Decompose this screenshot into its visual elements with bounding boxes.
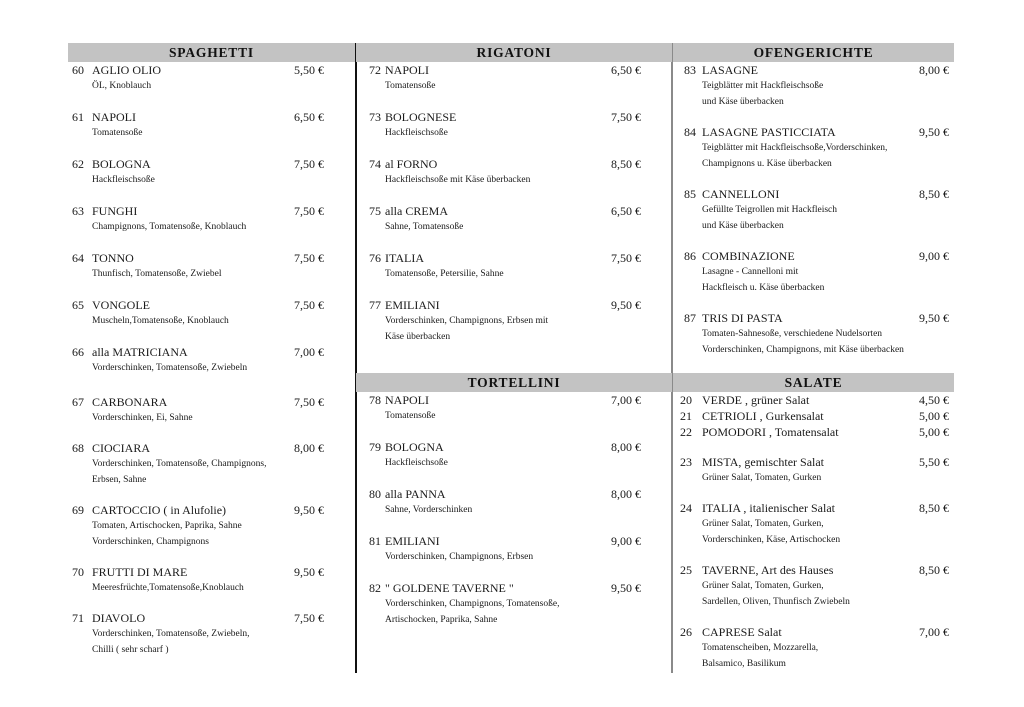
menu-item-title-row: [673, 248, 954, 264]
menu-item-title-row: [68, 156, 355, 172]
menu-item: [673, 408, 954, 424]
menu-item: [356, 62, 672, 94]
item-description: Muscheln,Tomatensoße, Knoblauch: [92, 316, 229, 326]
menu-item: [356, 203, 672, 235]
item-price: 9,00 €: [611, 534, 641, 548]
section-header-spaghetti: SPAGHETTI: [68, 43, 355, 62]
item-number: 75: [369, 204, 381, 218]
item-price: 6,50 €: [611, 204, 641, 218]
menu-item-title-row: [356, 156, 672, 172]
item-name: alla CREMA: [385, 204, 448, 218]
item-number: 69: [72, 503, 84, 517]
item-description: Tomatensoße: [92, 128, 143, 138]
menu-item-title-row: [356, 62, 672, 78]
item-price: 8,00 €: [294, 441, 324, 455]
item-number: 74: [369, 157, 381, 171]
menu-item: [673, 248, 954, 296]
item-number: 76: [369, 251, 381, 265]
menu-item-title-row: [673, 186, 954, 202]
item-number: 83: [684, 63, 696, 77]
menu-item-title-row: [356, 580, 672, 596]
item-description: Vorderschinken, Tomatensoße, Champignons,: [92, 459, 267, 469]
item-name: NAPOLI: [92, 110, 136, 124]
menu-item: [356, 250, 672, 282]
item-number: 26: [680, 625, 692, 639]
item-price: 5,00 €: [919, 409, 949, 423]
column-spaghetti: [68, 43, 355, 658]
item-description: Erbsen, Sahne: [92, 475, 147, 485]
menu-item-title-row: [68, 62, 355, 78]
item-number: 78: [369, 393, 381, 407]
item-number: 79: [369, 440, 381, 454]
item-number: 62: [72, 157, 84, 171]
menu-item: [356, 156, 672, 188]
menu-item-title-row: [68, 394, 355, 410]
item-name: " GOLDENE TAVERNE ": [385, 581, 514, 595]
item-description: Tomatensoße, Petersilie, Sahne: [385, 269, 504, 279]
item-name: LASAGNE: [702, 63, 758, 77]
item-name: BOLOGNESE: [385, 110, 457, 124]
item-name: ITALIA: [385, 251, 425, 265]
item-description: Vorderschinken, Käse, Artischocken: [702, 535, 841, 545]
menu-item-title-row: [673, 500, 954, 516]
item-number: 22: [680, 425, 692, 439]
item-description: Tomaten, Artischocken, Paprika, Sahne: [92, 521, 242, 531]
menu-item: [673, 392, 954, 408]
menu-item: [68, 440, 355, 488]
item-name: CARBONARA: [92, 395, 168, 409]
item-name: BOLOGNA: [385, 440, 444, 454]
item-number: 86: [684, 249, 696, 263]
item-price: 5,00 €: [919, 425, 949, 439]
item-description: Tomatensoße: [385, 81, 436, 91]
item-description: Vorderschinken, Champignons, Erbsen mit: [385, 316, 549, 326]
section-header-tortellini: TORTELLINI: [356, 373, 672, 392]
item-price: 9,50 €: [611, 298, 641, 312]
section-header-salate: SALATE: [673, 373, 954, 392]
item-description: Thunfisch, Tomatensoße, Zwiebel: [92, 269, 222, 279]
item-price: 9,50 €: [919, 311, 949, 325]
item-price: 9,50 €: [919, 125, 949, 139]
item-description: Sahne, Tomatensoße: [385, 222, 464, 232]
item-number: 68: [72, 441, 84, 455]
item-name: ITALIA , italienischer Salat: [702, 501, 835, 515]
item-number: 21: [680, 409, 692, 423]
item-number: 82: [369, 581, 381, 595]
item-description: Champignons, Tomatensoße, Knoblauch: [92, 222, 247, 232]
item-description: Chilli ( sehr scharf ): [92, 645, 169, 655]
item-description: Hackfleischsoße mit Käse überbacken: [385, 175, 531, 185]
item-name: al FORNO: [385, 157, 438, 171]
item-name: FRUTTI DI MARE: [92, 565, 188, 579]
menu-item-title-row: [68, 502, 355, 518]
item-number: 61: [72, 110, 84, 124]
menu-item-title-row: [356, 250, 672, 266]
menu-item-title-row: [68, 564, 355, 580]
item-description: Vorderschinken, Champignons: [92, 537, 209, 547]
menu-item: [673, 310, 954, 358]
menu-item: [68, 344, 355, 376]
menu-item-title-row: [356, 486, 672, 502]
menu-item: [68, 564, 355, 596]
item-description: Hackfleischsoße: [92, 175, 155, 185]
menu-item: [673, 424, 954, 440]
menu-item-title-row: [673, 408, 954, 424]
item-number: 81: [369, 534, 381, 548]
menu-item: [68, 502, 355, 550]
item-number: 87: [684, 311, 696, 325]
item-name: CARTOCCIO ( in Alufolie): [92, 503, 227, 517]
menu-item-title-row: [356, 203, 672, 219]
menu-item-title-row: [673, 310, 954, 326]
menu-item-title-row: [673, 454, 954, 470]
menu-item: [68, 62, 355, 94]
item-description: Vorderschinken, Tomatensoße, Zwiebeln,: [92, 629, 250, 639]
menu-item: [68, 156, 355, 188]
item-name: CANNELLONI: [702, 187, 780, 201]
item-number: 84: [684, 125, 696, 139]
menu-item-title-row: [68, 440, 355, 456]
menu-item-title-row: [673, 62, 954, 78]
menu-item: [356, 580, 672, 628]
item-price: 8,50 €: [611, 157, 641, 171]
item-description: Lasagne - Cannelloni mit: [702, 267, 799, 277]
item-price: 5,50 €: [294, 63, 324, 77]
item-name: NAPOLI: [385, 63, 429, 77]
menu-item-title-row: [356, 533, 672, 549]
item-name: CIOCIARA: [92, 441, 151, 455]
item-price: 8,50 €: [919, 563, 949, 577]
menu-item: [68, 203, 355, 235]
item-description: Champignons u. Käse überbacken: [702, 159, 832, 169]
item-price: 6,50 €: [611, 63, 641, 77]
item-number: 77: [369, 298, 381, 312]
menu-item: [356, 533, 672, 565]
item-name: EMILIANI: [385, 298, 440, 312]
item-description: Hackfleischsoße: [385, 458, 448, 468]
menu-list-tortellini: [356, 392, 672, 628]
menu-item: [673, 624, 954, 672]
menu-item-title-row: [356, 392, 672, 408]
item-price: 8,50 €: [919, 501, 949, 515]
item-price: 7,00 €: [611, 393, 641, 407]
menu-item-title-row: [673, 124, 954, 140]
item-description: ÖL, Knoblauch: [92, 81, 152, 91]
item-name: COMBINAZIONE: [702, 249, 795, 263]
menu-item-title-row: [673, 392, 954, 408]
menu-item-title-row: [68, 250, 355, 266]
item-description: Grüner Salat, Tomaten, Gurken,: [702, 581, 824, 591]
item-description: Käse überbacken: [385, 332, 451, 342]
menu-item: [356, 439, 672, 471]
item-price: 8,00 €: [611, 440, 641, 454]
item-price: 6,50 €: [294, 110, 324, 124]
section-header-rigatoni: RIGATONI: [356, 43, 672, 62]
menu-item: [356, 109, 672, 141]
item-name: TONNO: [92, 251, 134, 265]
item-name: VONGOLE: [92, 298, 150, 312]
menu-item-title-row: [673, 424, 954, 440]
menu-item: [673, 62, 954, 110]
item-name: MISTA, gemischter Salat: [702, 455, 825, 469]
menu-item: [356, 486, 672, 518]
item-number: 20: [680, 393, 692, 407]
item-price: 7,50 €: [294, 298, 324, 312]
menu-item: [673, 500, 954, 548]
item-description: Vorderschinken, Tomatensoße, Zwiebeln: [92, 363, 248, 373]
item-number: 24: [680, 501, 692, 515]
item-price: 7,50 €: [611, 110, 641, 124]
item-description: Meeresfrüchte,Tomatensoße,Knoblauch: [92, 583, 244, 593]
item-price: 9,00 €: [919, 249, 949, 263]
menu-item-title-row: [68, 610, 355, 626]
item-price: 7,50 €: [294, 395, 324, 409]
menu-item-title-row: [356, 297, 672, 313]
section-header-ofengerichte: OFENGERICHTE: [673, 43, 954, 62]
menu-item: [68, 297, 355, 329]
item-description: Artischocken, Paprika, Sahne: [385, 615, 498, 625]
item-number: 71: [72, 611, 84, 625]
item-price: 9,50 €: [611, 581, 641, 595]
item-price: 7,50 €: [294, 611, 324, 625]
menu-item: [673, 562, 954, 610]
item-name: TAVERNE, Art des Hauses: [702, 563, 834, 577]
item-number: 60: [72, 63, 84, 77]
column-rigatoni-tortellini: [356, 43, 672, 625]
item-name: POMODORI , Tomatensalat: [702, 425, 839, 439]
menu-item: [68, 109, 355, 141]
item-number: 65: [72, 298, 84, 312]
item-price: 7,50 €: [611, 251, 641, 265]
item-number: 67: [72, 395, 84, 409]
menu-list-ofengerichte: [673, 62, 954, 358]
item-description: Vorderschinken, Champignons, mit Käse überbacken: [702, 345, 904, 355]
item-description: Vorderschinken, Champignons, Tomatensoße,: [385, 599, 560, 609]
item-description: Balsamico, Basilikum: [702, 659, 786, 669]
menu-item-title-row: [68, 203, 355, 219]
menu-item-title-row: [356, 109, 672, 125]
item-description: Grüner Salat, Tomaten, Gurken: [702, 473, 822, 483]
item-price: 9,50 €: [294, 565, 324, 579]
item-number: 66: [72, 345, 84, 359]
menu-list-rigatoni: [356, 62, 672, 345]
item-description: Sardellen, Oliven, Thunfisch Zwiebeln: [702, 597, 850, 607]
menu-item-title-row: [68, 344, 355, 360]
item-name: alla MATRICIANA: [92, 345, 188, 359]
item-price: 5,50 €: [919, 455, 949, 469]
item-price: 7,00 €: [294, 345, 324, 359]
item-number: 70: [72, 565, 84, 579]
menu-item: [356, 392, 672, 424]
menu-item-title-row: [356, 439, 672, 455]
item-price: 8,00 €: [919, 63, 949, 77]
item-name: TRIS DI PASTA: [702, 311, 783, 325]
item-name: VERDE , grüner Salat: [702, 393, 810, 407]
menu-item: [673, 186, 954, 234]
item-price: 7,00 €: [919, 625, 949, 639]
item-name: DIAVOLO: [92, 611, 146, 625]
item-number: 72: [369, 63, 381, 77]
item-description: Tomatenscheiben, Mozzarella,: [702, 643, 819, 653]
menu-item: [673, 454, 954, 486]
menu-item: [356, 297, 672, 345]
menu-item-title-row: [673, 562, 954, 578]
item-price: 8,50 €: [919, 187, 949, 201]
item-description: Grüner Salat, Tomaten, Gurken,: [702, 519, 824, 529]
item-description: Tomaten-Sahnesoße, verschiedene Nudelsorten: [702, 329, 883, 339]
menu-item-title-row: [68, 297, 355, 313]
item-number: 85: [684, 187, 696, 201]
item-name: LASAGNE PASTICCIATA: [702, 125, 836, 139]
item-description: Teigblätter mit Hackfleischsoße,Vorderschinken,: [702, 143, 888, 153]
item-price: 7,50 €: [294, 204, 324, 218]
menu-item-title-row: [673, 624, 954, 640]
item-name: CAPRESE Salat: [702, 625, 782, 639]
menu-item: [68, 250, 355, 282]
item-name: FUNGHI: [92, 204, 138, 218]
item-description: Hackfleischsoße: [385, 128, 448, 138]
item-description: Tomatensoße: [385, 411, 436, 421]
menu-item: [673, 124, 954, 172]
item-name: CETRIOLI , Gurkensalat: [702, 409, 824, 423]
item-number: 64: [72, 251, 84, 265]
item-name: BOLOGNA: [92, 157, 151, 171]
item-number: 80: [369, 487, 381, 501]
item-price: 4,50 €: [919, 393, 949, 407]
item-number: 73: [369, 110, 381, 124]
item-description: und Käse überbacken: [702, 221, 784, 231]
item-description: Teigblätter mit Hackfleischsoße: [702, 81, 824, 91]
item-name: EMILIANI: [385, 534, 440, 548]
menu-item: [68, 610, 355, 658]
item-number: 63: [72, 204, 84, 218]
item-description: Vorderschinken, Ei, Sahne: [92, 413, 193, 423]
menu-item-title-row: [68, 109, 355, 125]
item-description: Gefüllte Teigrollen mit Hackfleisch: [702, 205, 838, 215]
item-number: 23: [680, 455, 692, 469]
item-number: 25: [680, 563, 692, 577]
item-price: 9,50 €: [294, 503, 324, 517]
item-description: und Käse überbacken: [702, 97, 784, 107]
column-ofengerichte-salate: [673, 43, 954, 669]
item-description: Sahne, Vorderschinken: [385, 505, 473, 515]
item-price: 8,00 €: [611, 487, 641, 501]
menu-list-spaghetti: [68, 62, 355, 658]
item-name: AGLIO OLIO: [92, 63, 161, 77]
menu-list-salate: [673, 392, 954, 672]
item-price: 7,50 €: [294, 251, 324, 265]
item-description: Vorderschinken, Champignons, Erbsen: [385, 552, 534, 562]
item-price: 7,50 €: [294, 157, 324, 171]
item-name: alla PANNA: [385, 487, 446, 501]
item-description: Hackfleisch u. Käse überbacken: [702, 283, 825, 293]
item-name: NAPOLI: [385, 393, 429, 407]
menu-item: [68, 394, 355, 426]
